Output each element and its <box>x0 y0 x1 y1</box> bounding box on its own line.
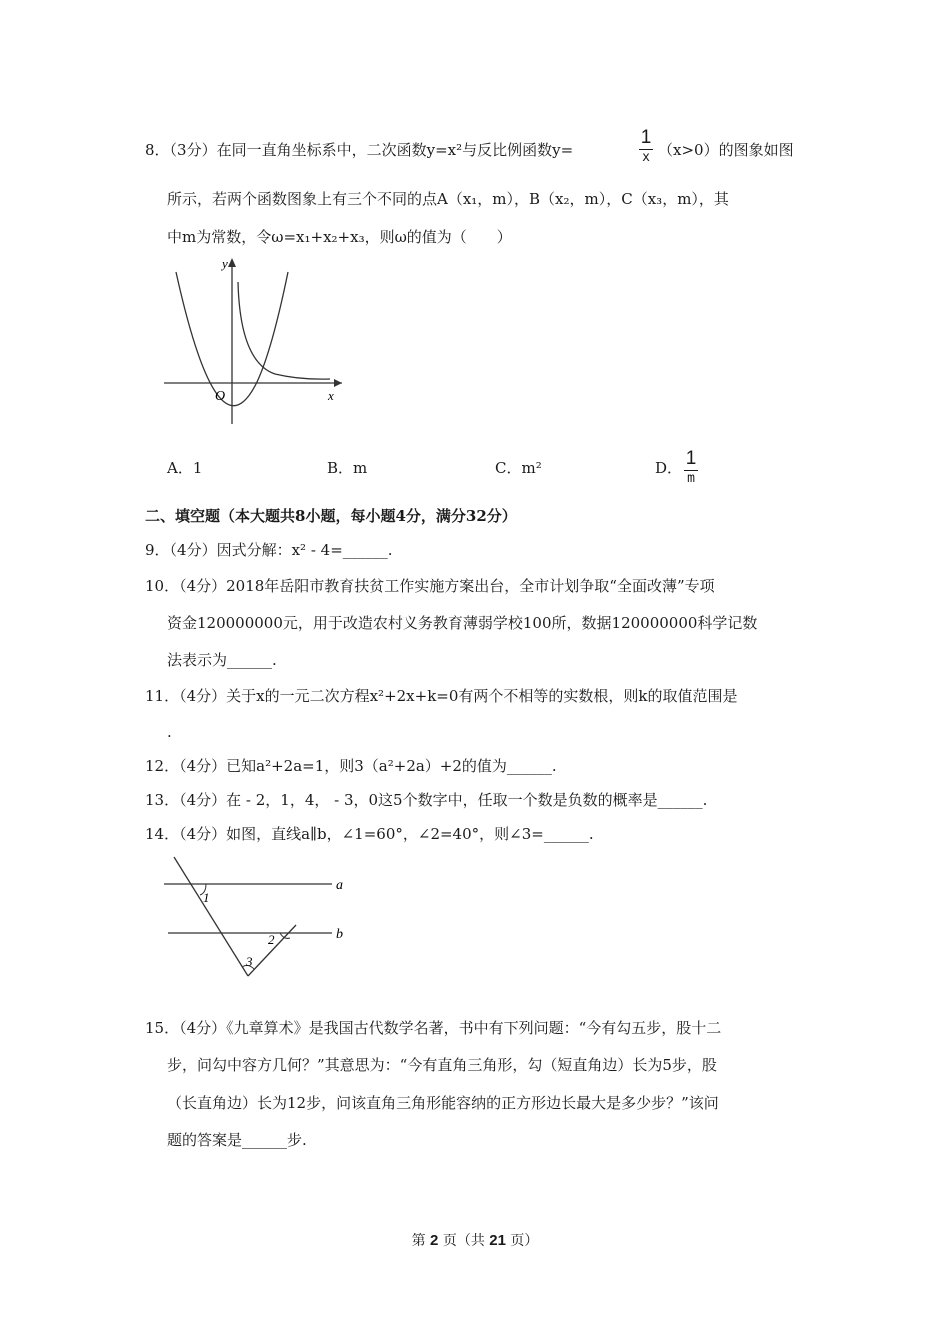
total-page-count: 21 <box>489 1232 506 1249</box>
q11-line1: 11．（4分）关于x的一元二次方程x²+2x+k=0有两个不相等的实数根，则k的取值范围是 <box>145 687 738 705</box>
q8-option-d: D． <box>655 459 683 477</box>
q11-line2: . <box>167 723 172 741</box>
q8-line1: 8．（3分）在同一直角坐标系中，二次函数y=x²与反比例函数y= <box>145 141 574 159</box>
q9: 9．（4分）因式分解：x² - 4=______. <box>145 541 393 559</box>
origin-label: O <box>215 389 226 404</box>
q15-line2: 步，问勾中容方几何？”其意思为：“今有直角三角形，勾（短直角边）长为5步，股 <box>167 1056 717 1074</box>
x-axis-label: x <box>328 388 334 403</box>
current-page-number: 2 <box>430 1232 439 1249</box>
q12: 12．（4分）已知a²+2a=1，则3（a²+2a）+2的值为______. <box>145 757 557 775</box>
x-axis-arrow <box>334 379 342 387</box>
q8-function-graph <box>160 252 360 432</box>
q10-line2: 资金120000000元，用于改造农村义务教育薄弱学校100所，数据120000000科学记数 <box>167 614 758 632</box>
q15-line4: 题的答案是______步. <box>167 1131 307 1149</box>
q10-line1: 10．（4分）2018年岳阳市教育扶贫工作实施方案出台，全市计划争取“全面改薄”专项 <box>145 577 715 595</box>
section-heading: 二、填空题（本大题共8小题，每小题4分，满分32分） <box>145 507 517 525</box>
q14-parallel-lines-figure <box>160 853 360 983</box>
q15-line3: （长直角边）长为12步，问该直角三角形能容纳的正方形边长最大是多少步？”该问 <box>167 1094 719 1112</box>
q15-line1: 15．（4分）《九章算术》是我国古代数学名著，书中有下列问题：“今有勾五步，股十二 <box>145 1019 722 1037</box>
label-angle1: 1 <box>203 890 210 905</box>
q8-option-b: B．m <box>327 459 368 477</box>
y-axis-arrow <box>228 258 236 267</box>
q10-line3: 法表示为______. <box>167 651 277 669</box>
label-a: a <box>336 878 343 893</box>
label-angle3: 3 <box>246 954 253 969</box>
q8-line2: 所示，若两个函数图象上有三个不同的点A（x₁，m），B（x₂，m），C（x₃，m），其 <box>167 190 729 208</box>
q8-option-c: C．m² <box>495 459 542 477</box>
y-axis-label: y <box>222 256 228 271</box>
q8-fraction <box>639 128 653 165</box>
q8-option-a: A．1 <box>167 459 203 477</box>
fraction-denominator: x <box>642 150 650 165</box>
label-b: b <box>336 927 343 942</box>
q8-line3: 中m为常数，令ω=x₁+x₂+x₃，则ω的值为（ ） <box>167 228 512 246</box>
q14: 14．（4分）如图，直线a∥b，∠1=60°，∠2=40°，则∠3=______. <box>145 825 594 843</box>
fraction-denominator: m <box>687 471 695 486</box>
fraction-numerator: 1 <box>685 448 697 469</box>
q13: 13．（4分）在 - 2，1，4， - 3，0这5个数字中，任取一个数是负数的概率是______. <box>145 791 708 809</box>
q8-option-d-fraction <box>684 449 698 486</box>
fraction-numerator: 1 <box>640 127 652 148</box>
q8-line1-tail: （x>0）的图象如图 <box>658 141 794 159</box>
label-angle2: 2 <box>268 932 275 947</box>
hyperbola-curve <box>238 282 330 379</box>
transversal-line <box>174 857 248 976</box>
page-footer: 第 2 页（共 21 页） <box>411 1232 539 1249</box>
